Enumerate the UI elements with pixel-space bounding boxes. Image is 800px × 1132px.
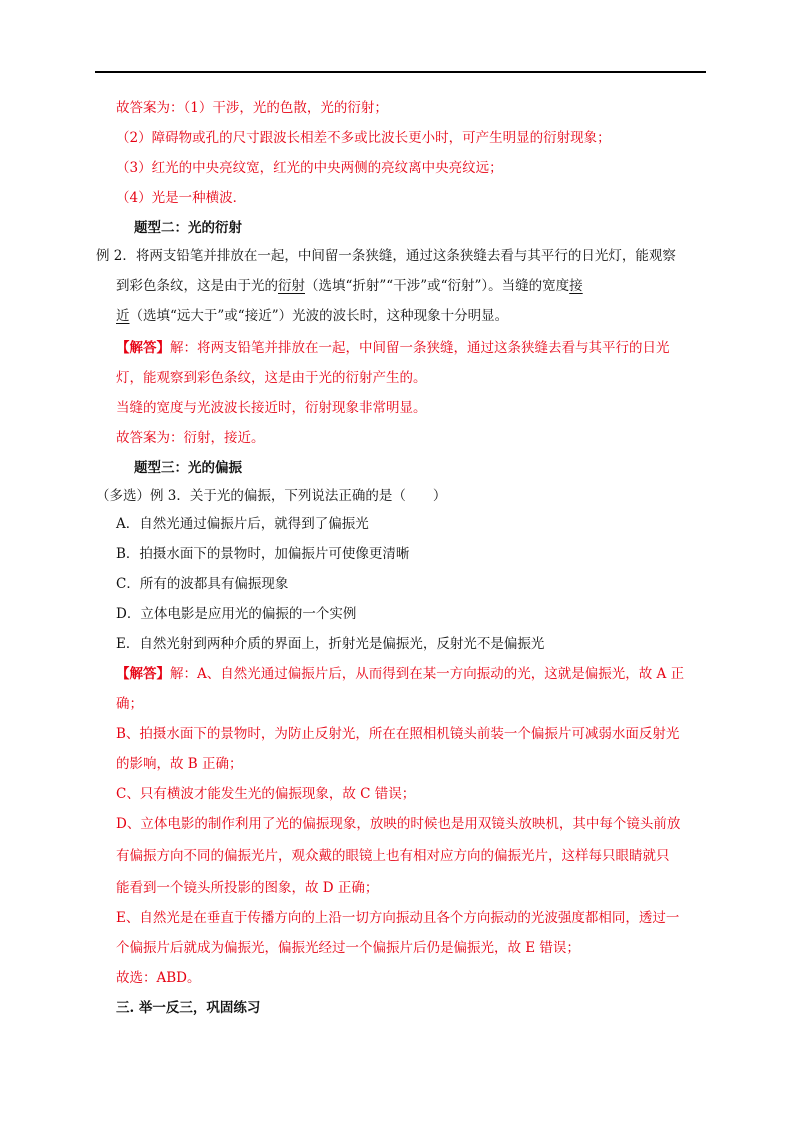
answer-line-3: （3）红光的中央亮纹宽，红光的中央两侧的亮纹离中央亮纹远； — [116, 160, 503, 176]
solution-3-line-6: D、立体电影的制作利用了光的偏振现象，放映的时候也是用双镜头放映机，其中每个镜头前放 — [116, 816, 681, 832]
answer-line-2: （2）障碍物或孔的尺寸跟波长相差不多或比波长更小时，可产生明显的衍射现象； — [116, 130, 611, 146]
option-e: E．自然光射到两种介质的界面上，折射光是偏振光，反射光不是偏振光 — [116, 636, 545, 652]
example-2-text-a: 到彩色条纹，这是由于光的 — [116, 278, 278, 294]
answer-line-1: 故答案为：（1）干涉，光的色散，光的衍射； — [116, 100, 388, 116]
solution-3-line-11: 故选：ABD。 — [116, 970, 201, 986]
option-d: D．立体电影是应用光的偏振的一个实例 — [116, 606, 357, 622]
example-2-line-2 — [116, 276, 583, 296]
answer-blank-2b: 近 — [116, 308, 130, 324]
solution-3-line-5: C、只有横波才能发生光的偏振现象，故 C 错误； — [116, 786, 416, 802]
solution-3-line-2: 确； — [116, 696, 143, 712]
solution-3-line-9: E、自然光是在垂直于传播方向的上沿一切方向振动且各个方向振动的光波强度都相同，透过一 — [116, 910, 680, 926]
option-a: A．自然光通过偏振片后，就得到了偏振光 — [116, 516, 369, 532]
solution-2-line-1 — [116, 338, 670, 358]
solution-3-line-8: 能看到一个镜头所投影的图象，故 D 正确； — [116, 880, 379, 896]
solution-3-line-7: 有偏振方向不同的偏振光片，观众戴的眼镜上也有相对应方向的偏振光片，这样每只眼睛就只 — [116, 848, 670, 864]
solution-3-line-1 — [116, 664, 684, 684]
solution-3-line-10: 个偏振片后就成为偏振光，偏振光经过一个偏振片后仍是偏振光，故 E 错误； — [116, 940, 580, 956]
example-2-line-3 — [116, 306, 508, 326]
solution-3-text-1: 解：A、自然光通过偏振片后，从而得到在某一方向振动的光，这就是偏振光，故 A 正 — [170, 666, 685, 682]
section-heading-diffraction: 题型二：光的衍射 — [134, 220, 242, 236]
example-3-stem: （多选）例 3．关于光的偏振，下列说法正确的是（ ） — [96, 488, 447, 504]
solution-label: 【解答】 — [116, 666, 170, 682]
solution-2-line-3: 当缝的宽度与光波波长接近时，衍射现象非常明显。 — [116, 400, 427, 416]
answer-blank-1: 衍射 — [278, 278, 305, 294]
section-heading-practice: 三. 举一反三，巩固练习 — [116, 1000, 261, 1016]
solution-2-line-2: 灯，能观察到彩色条纹，这是由于光的衍射产生的。 — [116, 370, 427, 386]
solution-label: 【解答】 — [116, 340, 170, 356]
example-2-line-1: 例 2．将两支铅笔并排放在一起，中间留一条狭缝，通过这条狭缝去看与其平行的日光灯，能观察 — [96, 248, 676, 264]
example-2-text-c: （选填“远大于”或“接近”）光波的波长时，这种现象十分明显。 — [129, 308, 509, 324]
option-c: C．所有的波都具有偏振现象 — [116, 576, 289, 592]
answer-blank-2a: 接 — [569, 278, 583, 294]
solution-2-text-1: 解：将两支铅笔并排放在一起，中间留一条狭缝，通过这条狭缝去看与其平行的日光 — [170, 340, 670, 356]
example-2-text-b: （选填“折射”“干涉”或“衍射”）。当缝的宽度 — [305, 278, 570, 294]
solution-3-line-3: B、拍摄水面下的景物时，为防止反射光，所在在照相机镜头前装一个偏振片可减弱水面反射光 — [116, 726, 680, 742]
answer-line-4: （4）光是一种横波． — [116, 190, 247, 206]
section-heading-polarization: 题型三：光的偏振 — [134, 460, 242, 476]
solution-3-line-4: 的影响，故 B 正确； — [116, 756, 243, 772]
option-b: B．拍摄水面下的景物时，加偏振片可使像更清晰 — [116, 546, 410, 562]
header-rule — [95, 71, 706, 73]
solution-2-line-4: 故答案为：衍射，接近。 — [116, 430, 265, 446]
